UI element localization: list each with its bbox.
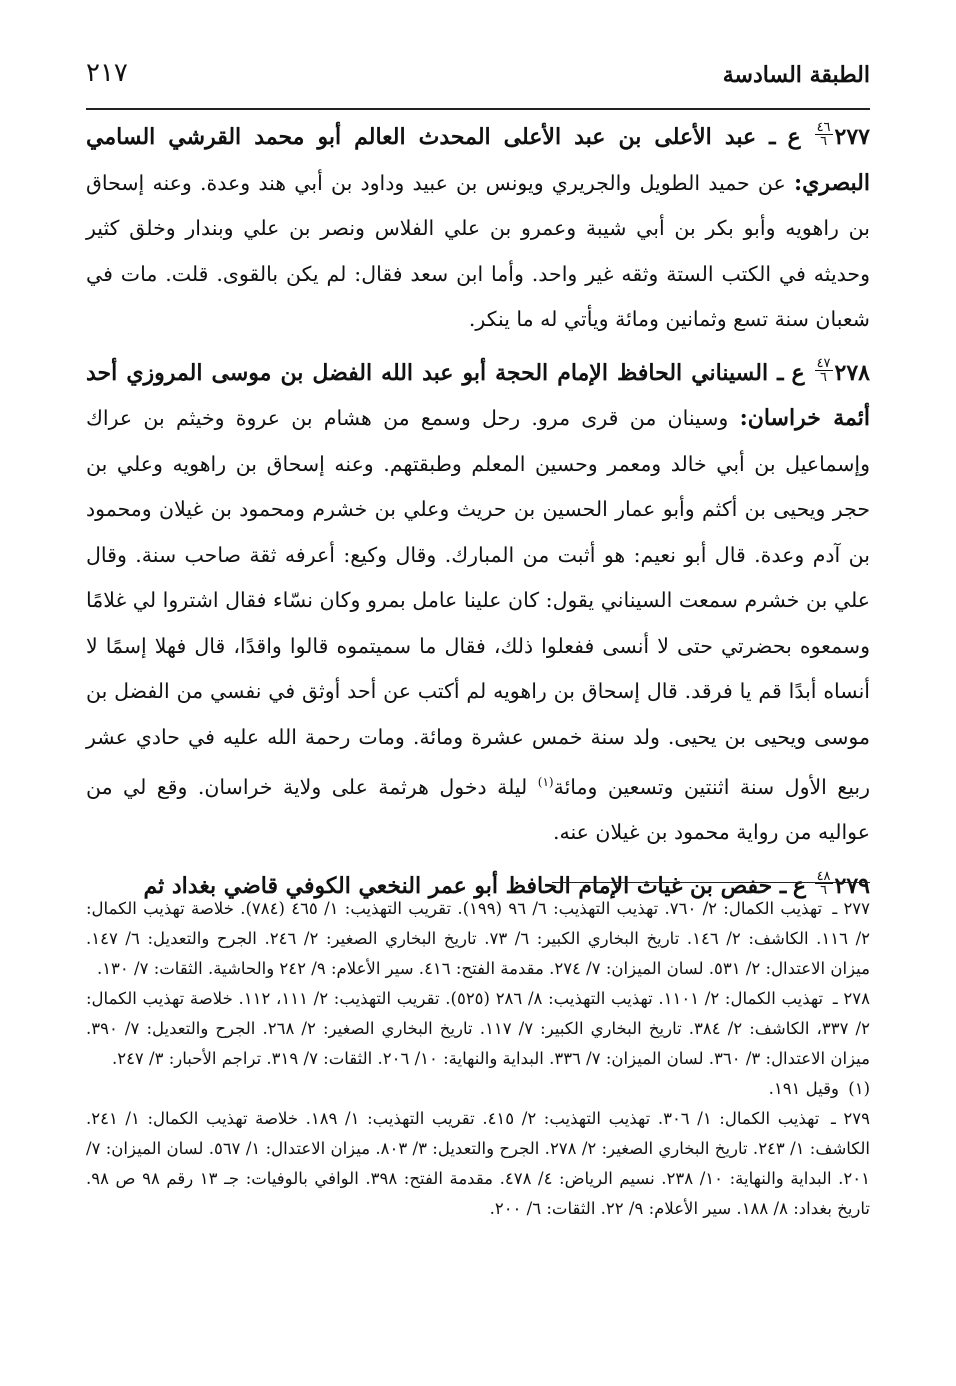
entry-rumuz: ع bbox=[787, 124, 801, 150]
entry-text: وسينان من قرى مرو. رحل وسمع من هشام بن عروة وخيثم بن عراك وإسماعيل بن أبي خالد ومعمر وحسين المعلم وطبقتهم. وعنه إسحاق بن راهويه وعلي بن حجر ويحيى بن أكثم وأبو عمار الحسين بن حريث وعلي بن خشرم ومحمود بن غيلان ومحمود بن آدم وعدة. قال أبو نعيم: هو أثبت من المبارك. وقال وكيع: أعرفه ثقة صاحب سنة. وقال علي بن خشرم سمعت السيناني يقول: كان علينا عامل بمرو وكان نسّاء فقال اشتروا لي غلامًا وسمعوه بحضرتي حتى لا أنسى ففعلوا ذلك، فقال ما سميتموه قالوا واقدًا، قال فهلا إسمًا لا أنساه أبدًا قم يا فرقد. قال إسحاق بن راهويه لم أكتب عن أحد أوثق في نفسي من الفضل بن موسى ويحيى بن يحيى. ولد سنة خمس عشرة ومائة. ومات رحمة الله عليه في حادي عشر ربيع الأول سنة اثنتين وتسعين ومائة bbox=[86, 406, 871, 799]
footnote-277 bbox=[86, 894, 870, 984]
footnote-label: (١) bbox=[848, 1079, 870, 1098]
entry-rumuz: ع bbox=[791, 359, 805, 386]
page-header bbox=[86, 52, 870, 98]
entry-heading: ـ حفص بن غياث الإمام الحافظ أبو عمر النخعي الكوفي قاضي بغداد ثم bbox=[143, 872, 787, 899]
main-text bbox=[86, 115, 870, 917]
entry-text-continued: ليلة دخول هرثمة على ولاية خراسان. وقع لي من عواليه من رواية محمود بن غيلان عنه. bbox=[86, 774, 870, 845]
entry-277 bbox=[86, 115, 870, 343]
entry-fraction: $\frac{٤٦}{٦}$ bbox=[816, 120, 831, 149]
footnote-label: ٢٧٧ ـ bbox=[832, 899, 871, 918]
header-divider bbox=[86, 108, 870, 110]
footnotes bbox=[86, 894, 870, 1224]
footnote-divider bbox=[552, 882, 870, 883]
footnote-1 bbox=[86, 1074, 870, 1104]
page-number: ٢١٧ bbox=[86, 58, 128, 88]
entry-number: ٢٧٨ bbox=[834, 359, 870, 386]
entry-278 bbox=[86, 351, 870, 856]
footnote-label: ٢٧٨ ـ bbox=[832, 989, 870, 1008]
footnote-reference[interactable]: (١) bbox=[537, 775, 554, 789]
entry-text: عن حميد الطويل والجريري ويونس بن عبيد وداود بن أبي هند وعدة. وعنه إسحاق بن راهويه وأبو بكر بن أبي شيبة وعمرو بن علي الفلاس ونصر بن علي وبندار وخلق كثير وحديثه في الكتب الستة وثقه غير واحد. وأما ابن سعد فقال: لم يكن بالقوى. قلت. مات في شعبان سنة تسع وثمانين ومائة ويأتي له ما ينكر. bbox=[86, 170, 870, 331]
entry-number: ٢٧٧ bbox=[834, 124, 870, 150]
footnote-text: تهذيب الكمال: ٢/ ٧٦٠. تهذيب التهذيب: ٦/ ٩٦ (١٩٩). تقريب التهذيب: ١/ ٤٦٥ (٧٨٤). خلاصة تهذيب الكمال: ٢/ ١١٦. الكاشف: ٢/ ١٤٦. تاريخ البخاري الكبير: ٦/ ٧٣. تاريخ البخاري الصغير: ٢/ ٢٤٦. الجرح والتعديل: ٦/ ١٤٧. ميزان الاعتدال: ٢/ ٥٣١. لسان الميزان: ٧/ ٢٧٤. مقدمة الفتح: ٤١٦. سير الأعلام: ٩/ ٢٤٢ والحاشية. الثقات: ٧/ ١٣٠. bbox=[86, 899, 871, 978]
entry-heading: ـ السيناني الحافظ الإمام الحجة أبو عبد الله الفضل بن موسى المروزي أحد أئمة خراسان: bbox=[86, 359, 870, 431]
entry-heading: ـ عبد الأعلى بن عبد الأعلى المحدث العالم أبو محمد القرشي السامي البصري: bbox=[86, 124, 870, 196]
footnote-278 bbox=[86, 984, 870, 1074]
entry-rumuz: ع bbox=[792, 872, 807, 899]
entry-number: ٢٧٩ bbox=[834, 872, 870, 899]
footnote-279 bbox=[86, 1104, 870, 1224]
footnote-text: تهذيب الكمال: ١/ ٣٠٦. تهذيب التهذيب: ٢/ ٤١٥. تقريب التهذيب: ١/ ١٨٩. خلاصة تهذيب الكمال: ١/ ٢٤١. الكاشف: ١/ ٢٤٣. تاريخ البخاري الصغير: ٢/ ٢٧٨. الجرح والتعديل: ٣/ ٨٠٣. ميزان الاعتدال: ١/ ٥٦٧. لسان الميزان: ٧/ ٢٠١. البداية والنهاية: ١٠/ ٢٣٨. نسيم الرياض: ٤/ ٤٧٨. مقدمة الفتح: ٣٩٨. الوافي بالوفيات: جـ ١٣ رقم ٩٨ ص ٩٨. تاريخ بغداد: ٨/ ١٨٨. سير الأعلام: ٩/ ٢٢. الثقات: ٦/ ٢٠٠. bbox=[86, 1109, 871, 1218]
footnote-label: ٢٧٩ ـ bbox=[830, 1109, 870, 1128]
running-title: الطبقة السادسة bbox=[722, 62, 870, 88]
footnote-text: تهذيب الكمال: ٢/ ١١٠١. تهذيب التهذيب: ٨/ ٢٨٦ (٥٢٥). تقريب التهذيب: ٢/ ١١١، ١١٢. خلاصة تهذيب الكمال: ٢/ ٣٣٧، الكاشف: ٢/ ٣٨٤. تاريخ البخاري الكبير: ٧/ ١١٧. تاريخ البخاري الصغير: ٢/ ٢٦٨. الجرح والتعديل: ٧/ ٣٩٠. ميزان الاعتدال: ٣/ ٣٦٠. لسان الميزان: ٧/ ٣٣٦. البداية والنهاية: ١٠/ ٢٠٦. الثقات: ٧/ ٣١٩. تراجم الأحبار: ٣/ ٢٤٧. bbox=[86, 989, 870, 1068]
footnote-text: وقيل ١٩١. bbox=[768, 1079, 839, 1098]
entry-fraction: $\frac{٤٧}{٦}$ bbox=[816, 355, 831, 385]
entry-fraction: $\frac{٤٨}{٦}$ bbox=[816, 868, 831, 898]
